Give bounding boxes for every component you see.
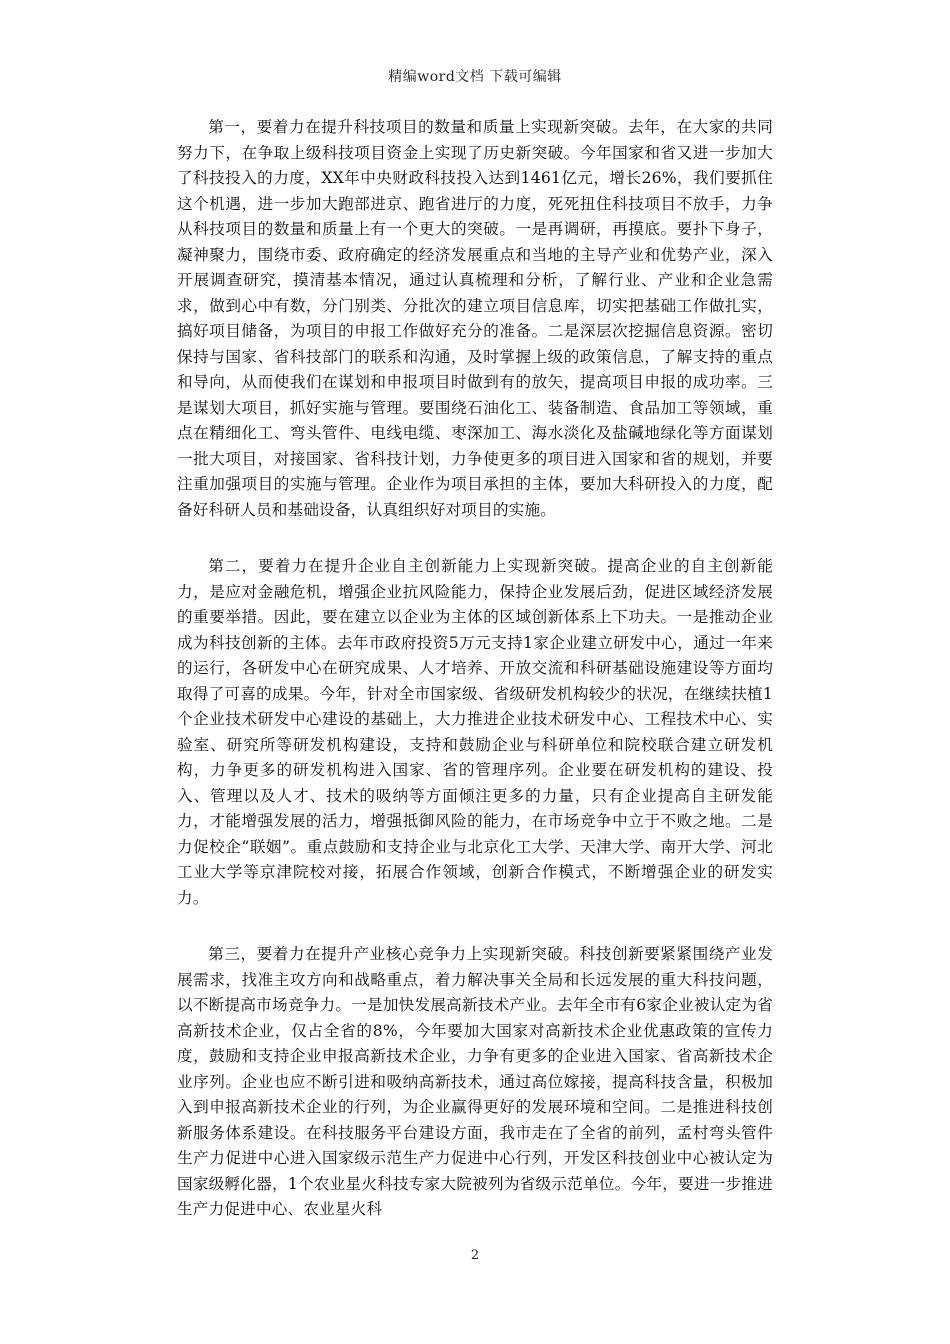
paragraph-3: 第三，要着力在提升产业核心竞争力上实现新突破。科技创新要紧紧围绕产业发展需求，找准主攻方向和战略重点，着力解决事关全局和长远发展的重大科技问题，以不断提高市场竞争力。一是加快发展高新技术产业。去年全市有6家企业被认定为省高新技术企业，仅占全省的8%，今年要加大国家对高新技术企业优惠政策的宣传力度，鼓励和支持企业申报高新技术企业，力争有更多的企业进入国家、省高新技术企业序列。企业也应不断引进和吸纳高新技术，通过高位嫁接，提高科技含量，积极加入到申报高新技术企业的行列，为企业赢得更好的发展环境和空间。二是推进科技创新服务体系建设。在科技服务平台建设方面，我市走在了全省的前列，孟村弯头管件生产力促进中心进入国家级示范生产力促进中心行列，开发区科技创业中心被认定为国家级孵化器，1个农业星火科技专家大院被列为省级示范单位。今年，要进一步推进生产力促进中心、农业星火科 [177,945,773,1218]
page-header: 精编word文档 下载可编辑 [388,69,562,85]
paragraph-1: 第一，要着力在提升科技项目的数量和质量上实现新突破。去年，在大家的共同努力下，在争取上级科技项目资金上实现了历史新突破。今年国家和省又进一步加大了科技投入的力度，XX年中央财政科技投入达到1461亿元，增长26%，我们要抓住这个机遇，进一步加大跑部进京、跑省进厅的力度，死死扭住科技项目不放手，力争从科技项目的数量和质量上有一个更大的突破。一是再调研，再摸底。要扑下身子，凝神聚力，围绕市委、政府确定的经济发展重点和当地的主导产业和优势产业，深入开展调查研究，摸清基本情况，通过认真梳理和分析，了解行业、产业和企业急需求，做到心中有数，分门别类、分批次的建立项目信息库，切实把基础工作做扎实，搞好项目储备，为项目的申报工作做好充分的准备。二是深层次挖掘信息资源。密切保持与国家、省科技部门的联系和沟通，及时掌握上级的政策信息，了解支持的重点和导向，从而使我们在谋划和申报项目时做到有的放矢，提高项目申报的成功率。三是谋划大项目，抓好实施与管理。要围绕石油化工、装备制造、食品加工等领域，重点在精细化工、弯头管件、电线电缆、枣深加工、海水淡化及盐碱地绿化等方面谋划一批大项目，对接国家、省科技计划，力争使更多的项目进入国家和省的规划，并要注重加强项目的实施与管理。企业作为项目承担的主体，要加大科研投入的力度，配备好科研人员和基础设备，认真组织好对项目的实施。 [177,118,773,519]
page-number: 2 [470,1248,480,1263]
document-body [177,115,773,1254]
paragraph-2: 第二，要着力在提升企业自主创新能力上实现新突破。提高企业的自主创新能力，是应对金融危机，增强企业抗风险能力，保持企业发展后劲，促进区域经济发展的重要举措。因此，要在建立以企业为主体的区域创新体系上下功夫。一是推动企业成为科技创新的主体。去年市政府投资5万元支持1家企业建立研发中心，通过一年来的运行，各研发中心在研究成果、人才培养、开放交流和科研基础设施建设等方面均取得了可喜的成果。今年，针对全市国家级、省级研发机构较少的状况，在继续扶植1个企业技术研发中心建设的基础上，大力推进企业技术研发中心、工程技术中心、实验室、研究所等研发机构建设，支持和鼓励企业与科研单位和院校联合建立研发机构，力争更多的研发机构进入国家、省的管理序列。企业要在研发机构的建设、投入、管理以及人才、技术的吸纳等方面倾注更多的力量，只有企业提高自主研发能力，才能增强发展的活力，增强抵御风险的能力，在市场竞争中立于不败之地。二是力促校企“联姻”。重点鼓励和支持企业与北京化工大学、天津大学、南开大学、河北工业大学等京津院校对接，拓展合作领域，创新合作模式，不断增强企业的研发实力。 [177,557,773,907]
